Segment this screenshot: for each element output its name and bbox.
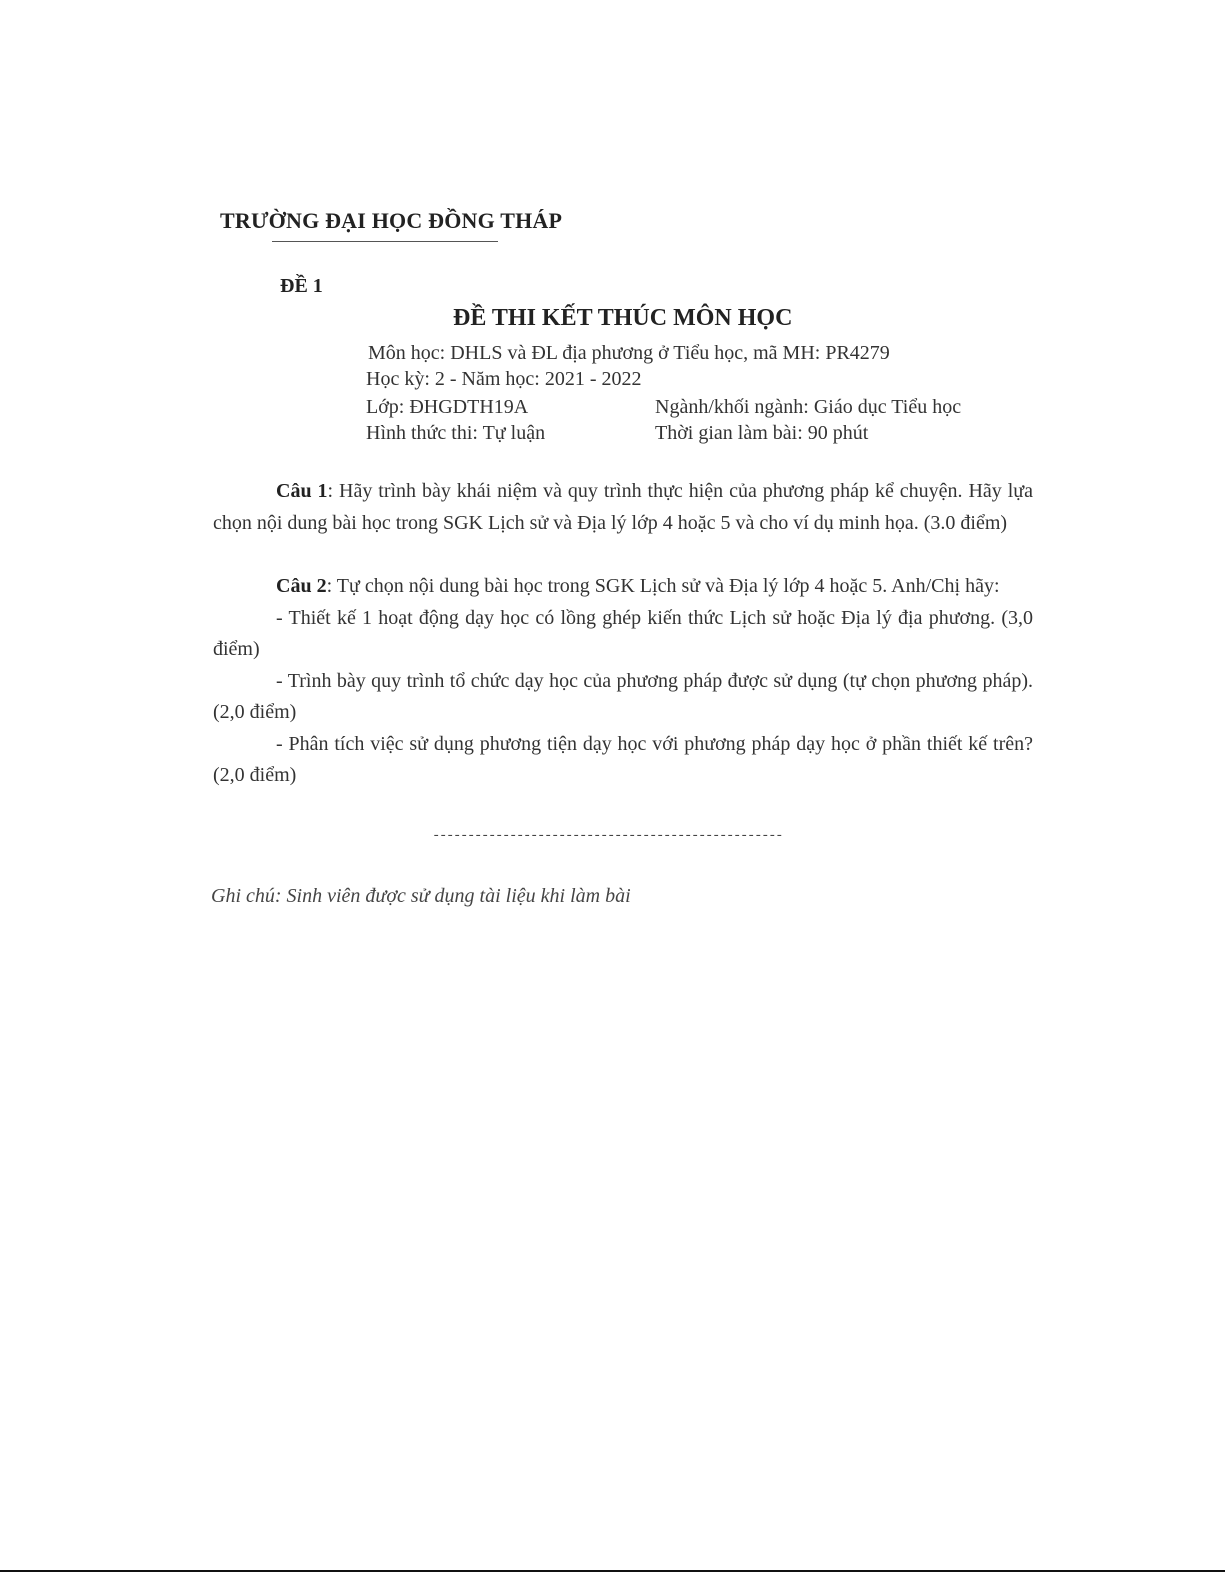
end-separator: -------------------------------------------------- xyxy=(432,828,783,844)
exam-title: ĐỀ THI KẾT THÚC MÔN HỌC xyxy=(453,305,793,331)
info-subject: Môn học: DHLS và ĐL địa phương ở Tiểu học, mã MH: PR4279 xyxy=(368,342,890,364)
school-name: TRƯỜNG ĐẠI HỌC ĐỒNG THÁP xyxy=(220,208,563,233)
question-2-item: - Thiết kế 1 hoạt động dạy học có lồng ghép kiến thức Lịch sử hoặc Địa lý địa phương. (3,0 điểm) xyxy=(213,606,1033,660)
info-major: Ngành/khối ngành: Giáo dục Tiểu học xyxy=(655,396,962,418)
info-duration: Thời gian làm bài: 90 phút xyxy=(655,422,869,444)
page-bottom-border xyxy=(0,1570,1225,1572)
question-1-label: Câu 1 xyxy=(276,480,328,502)
info-class: Lớp: ĐHGDTH19A xyxy=(366,396,529,418)
question-1-text: : Hãy trình bày khái niệm và quy trình thực hiện của phương pháp kể chuyện. Hãy lựa chọn nội dung bài học trong SGK Lịch sử và Địa lý lớp 4 hoặc 5 và cho ví dụ minh họa. (3.0 điểm) xyxy=(213,480,1033,534)
info-format: Hình thức thi: Tự luận xyxy=(366,422,546,444)
info-semester: Học kỳ: 2 - Năm học: 2021 - 2022 xyxy=(366,368,642,390)
question-2-label: Câu 2 xyxy=(276,575,327,597)
school-underline xyxy=(272,241,498,242)
exam-code: ĐỀ 1 xyxy=(280,275,323,297)
question-1 xyxy=(213,476,1033,539)
question-2-text: : Tự chọn nội dung bài học trong SGK Lịch sử và Địa lý lớp 4 hoặc 5. Anh/Chị hãy: xyxy=(326,575,1000,597)
question-2-item: - Trình bày quy trình tổ chức dạy học của phương pháp được sử dụng (tự chọn phương pháp). (2,0 điểm) xyxy=(213,669,1033,723)
question-2-item: - Phân tích việc sử dụng phương tiện dạy học với phương pháp dạy học ở phần thiết kế trên? (2,0 điểm) xyxy=(213,732,1033,786)
question-2 xyxy=(213,571,1033,792)
footer-note: Ghi chú: Sinh viên được sử dụng tài liệu khi làm bài xyxy=(211,885,631,907)
